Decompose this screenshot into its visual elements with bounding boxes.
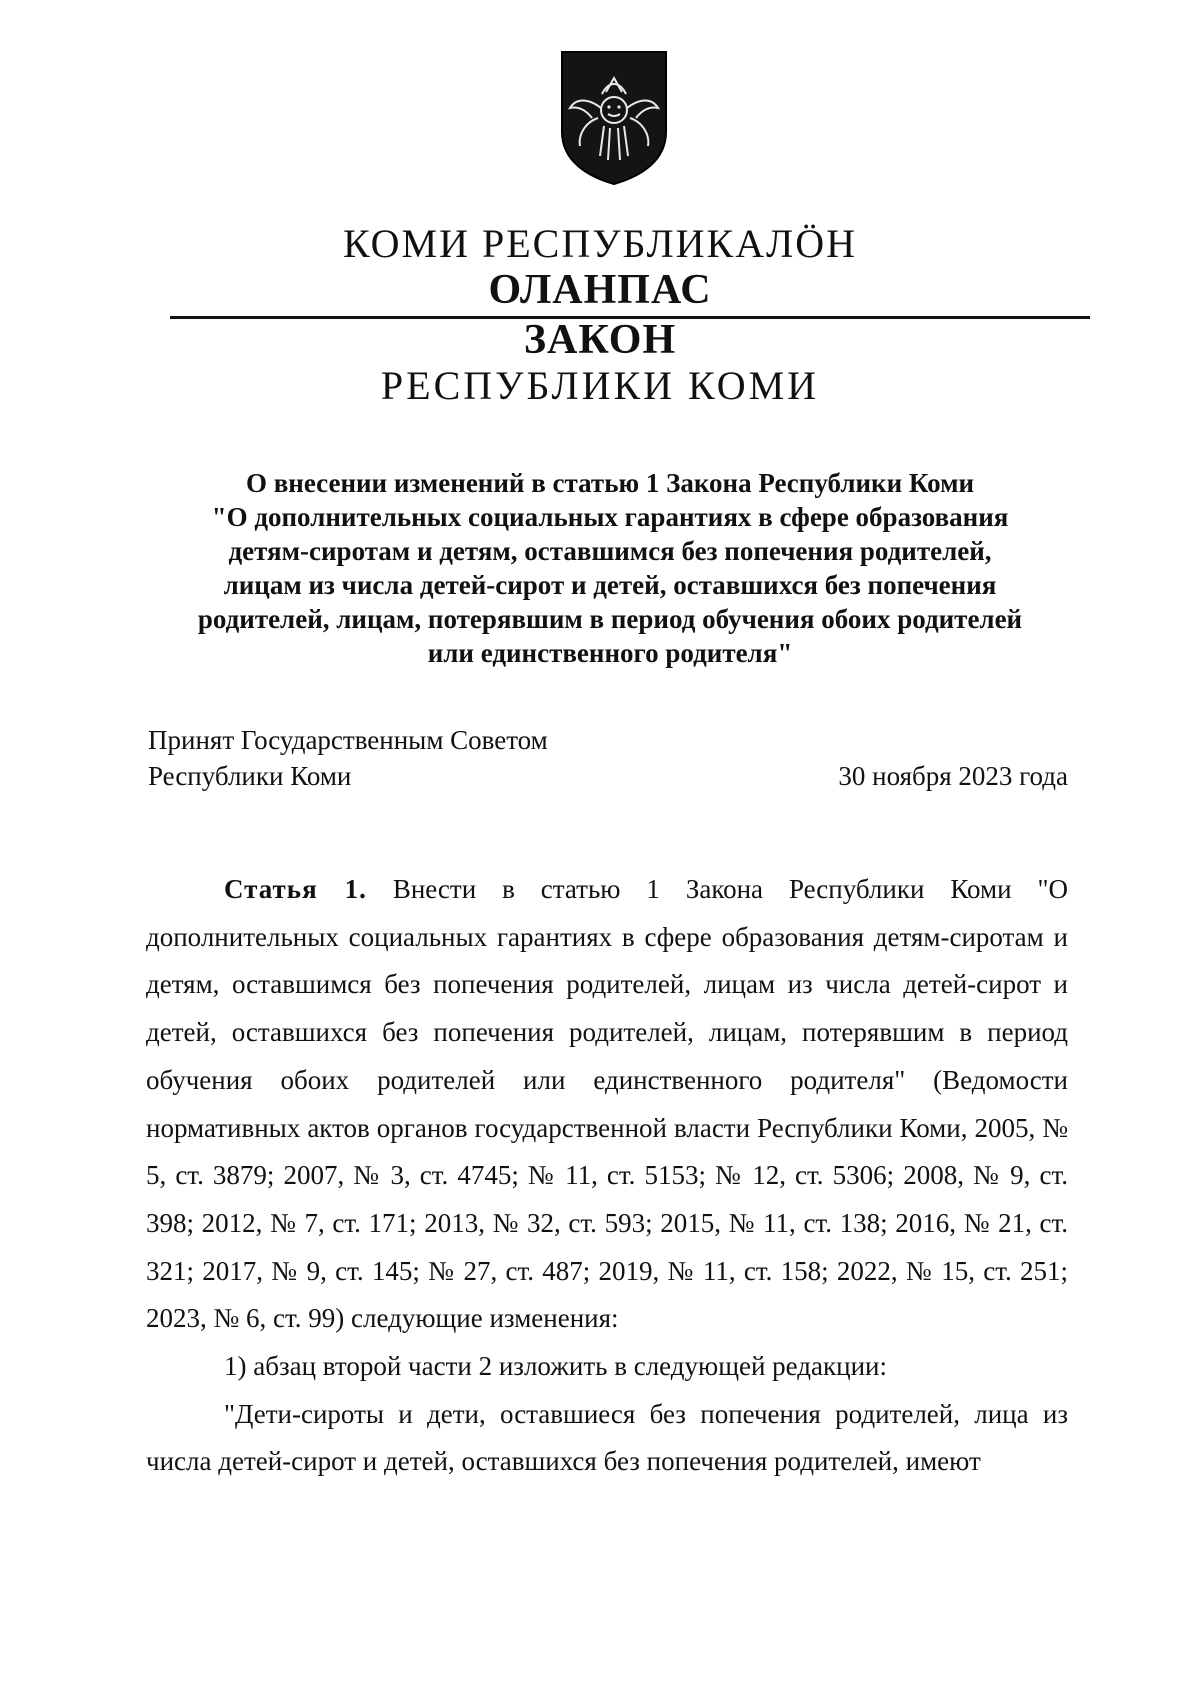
- header-zakon: ЗАКОН: [523, 317, 677, 363]
- law-title-line: "О дополнительных социальных гарантиях в сфере образования: [211, 502, 1009, 532]
- law-title-line: детям-сиротам и детям, оставшимся без попечения родителей,: [228, 536, 992, 566]
- article-body: [146, 866, 1068, 1486]
- article-text: Внести в статью 1 Закона Республики Коми "О дополнительных социальных гарантиях в сфере образования детям-сиротам и детям, оставшимся без попечения родителей, лицам из числа детей-сирот и детей, оставшихся без попечения родителей, лицам, потерявшим в период обучения обоих родителей или единственного родителя" (Ведомости нормативных актов органов государственной власти Республики Коми, 2005, № 5, ст. 3879; 2007, № 3, ст. 4745; № 11, ст. 5153; № 12, ст. 5306; 2008, № 9, ст. 398; 2012, № 7, ст. 171; 2013, № 32, ст. 593; 2015, № 11, ст. 138; 2016, № 21, ст. 321; 2017, № 9, ст. 145; № 27, ст. 487; 2019, № 11, ст. 158; 2022, № 15, ст. 251; 2023, № 6, ст. 99) следующие изменения:: [146, 874, 1068, 1334]
- article-quote: "Дети-сироты и дети, оставшиеся без попечения родителей, лица из числа детей-сирот и детей, оставшихся без попечения родителей, имеют: [146, 1398, 1068, 1477]
- law-title-line: родителей, лицам, потерявшим в период обучения обоих родителей: [197, 604, 1023, 634]
- article-1-paragraph: [146, 866, 1068, 1343]
- header-olanpas: ОЛАНПАС: [488, 267, 712, 313]
- law-title-line: или единственного родителя": [427, 638, 793, 668]
- coat-of-arms-icon: [558, 48, 670, 186]
- article-item-1: 1) абзац второй части 2 изложить в следующей редакции:: [224, 1351, 887, 1382]
- law-title-line: лицам из числа детей-сирот и детей, оставшихся без попечения: [223, 570, 997, 600]
- law-title: [160, 466, 1060, 670]
- adoption-date: 30 ноября 2023 года: [838, 761, 1068, 791]
- adoption-line-1: Принят Государственным Советом: [148, 725, 548, 755]
- header-komi-line: КОМИ РЕСПУБЛИКАЛÖН: [342, 221, 858, 266]
- adoption-note: [148, 722, 548, 794]
- adoption-line-2: Республики Коми: [148, 761, 352, 791]
- law-title-line: О внесении изменений в статью 1 Закона Республики Коми: [245, 468, 975, 498]
- header-respubliki: РЕСПУБЛИКИ КОМИ: [380, 363, 820, 408]
- article-label: Статья 1.: [224, 874, 367, 904]
